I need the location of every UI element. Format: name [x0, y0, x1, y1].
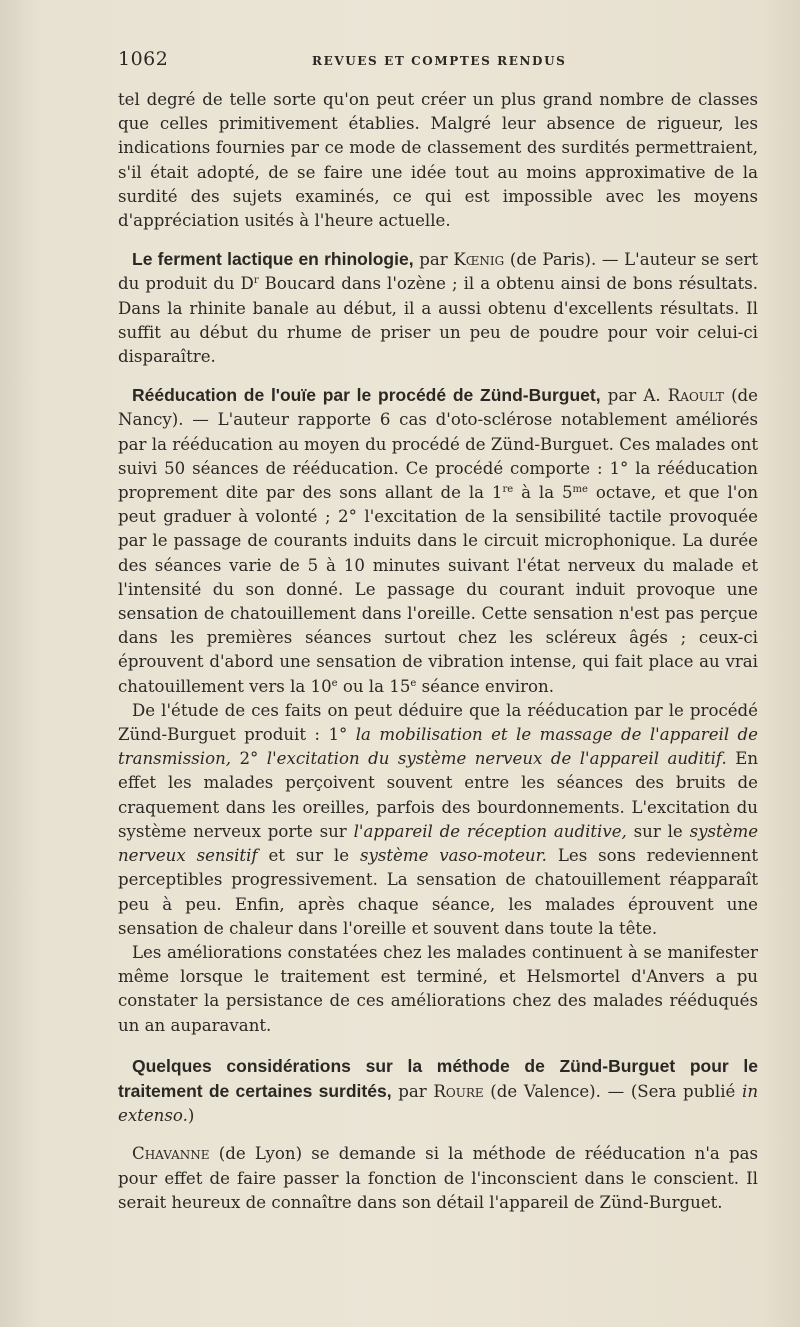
page-body — [118, 88, 758, 1215]
article-author: Kœnig — [453, 250, 505, 270]
continued-paragraph: tel degré de telle sorte qu'on peut créer un plus grand nombre de classes que celles primitivement établies. Malgré leur absence de rigueur, les indications fournies par ce mode de classement des surdités permettraient, s'il était adopté, de se faire une idée tout au moins approximative de la surdité des sujets examinés, ce qui est impossible avec les moyens d'appréciation usités à l'heure actuelle. — [118, 90, 758, 231]
article-reeducation-ouie: Rééducation de l'ouïe par le procédé de Zünd-Burguet, par A. Raoult (de Nancy). — L'auteur rapporte 6 cas d'oto-sclérose notablement améliorés par la rééducation au moyen du procédé de Zünd-Burguet. Ces malades ont suivi 50 séances de rééducation. Ce procédé comporte : 1° la rééducation proprement dite par des sons allant de la 1re à la $5^{me}$ octave, et que l'on peut graduer à volonté ; 2° l'excitation de la sensibilité tactile provoquée par le passage de courants induits dans le circuit microphonique. La durée des séances varie de 5 à 10 minutes suivant l'état nerveux du malade et l'intensité du son donné. Le passage du courant induit provoque une sensation de chatouillement dans l'oreille. Cette sensation n'est pas perçue dans les premières séances surtout chez les scléreux âgés ; ceux-ci éprouvent d'abord une sensation de vibration intense, qui fait place au vrai chatouillement vers la 10e ou la 15e séance environ. — [118, 385, 759, 696]
article-title: Le ferment lactique en rhinologie, — [132, 249, 414, 270]
article-author: Chavanne — [132, 1144, 210, 1164]
running-head — [118, 48, 758, 72]
article-chavanne: Chavanne (de Lyon) se demande si la méthode de rééducation n'a pas pour effet de faire passer la fonction de l'inconscient dans le conscient. Il serait heureux de connaître dans son détail l'appareil de Zünd-Burguet. — [118, 1144, 759, 1212]
article-paragraph: De l'étude de ces faits on peut déduire que la rééducation par le procédé Zünd-Burguet produit : 1° la mobilisation et le massage de l'appareil de transmission, 2° l'excitation du système nerveux de l'appareil auditif. En effet les malades perçoivent souvent entre les séances des bruits de craquement dans les oreilles, parfois des bourdonnements. L'excitation du système nerveux porte sur l'appareil de réception auditive, sur le système nerveux sensitif et sur le système vaso-moteur. Les sons redeviennent perceptibles progressivement. La sensation de chatouillement réapparaît peu à peu. Enfin, après chaque séance, les malades éprouvent une sensation de chaleur dans l'oreille et souvent dans toute la tête. — [118, 700, 759, 938]
article-ferment-lactique: Le ferment lactique en rhinologie, par Kœnig (de Paris). — L'auteur se sert du produit du $D^r$ Boucard dans l'ozène ; il a obtenu ainsi de bons résultats. Dans la rhinite banale au début, il a aussi obtenu d'excellents résultats. Il suffit au début du rhume de priser un peu de poudre pour voir celui-ci disparaître. — [118, 249, 758, 367]
article-author: Roure — [433, 1081, 484, 1101]
article-paragraph: Les améliorations constatées chez les malades continuent à se manifester même lorsque le traitement est terminé, et Helsmortel d'Anvers a pu constater la persistance de ces améliorations chez des malades rééduqués un an auparavant. — [118, 942, 758, 1035]
article-author: Raoult — [667, 386, 724, 406]
article-title: Rééducation de l'ouïe par le procédé de Zünd-Burguet, — [132, 385, 601, 406]
running-title: REVUES ET COMPTES RENDUS — [312, 54, 567, 68]
article-title: Quelques considérations sur la méthode de Zünd-Burguet pour le traitement de certaines surdités, — [118, 1055, 758, 1101]
article-zund-burguet-surdites: Quelques considérations sur la méthode de Zünd-Burguet pour le traitement de certaines surdités, par Roure (de Valence). — (Sera publié in extenso.) — [118, 1055, 759, 1126]
page-number: 1062 — [118, 48, 169, 70]
